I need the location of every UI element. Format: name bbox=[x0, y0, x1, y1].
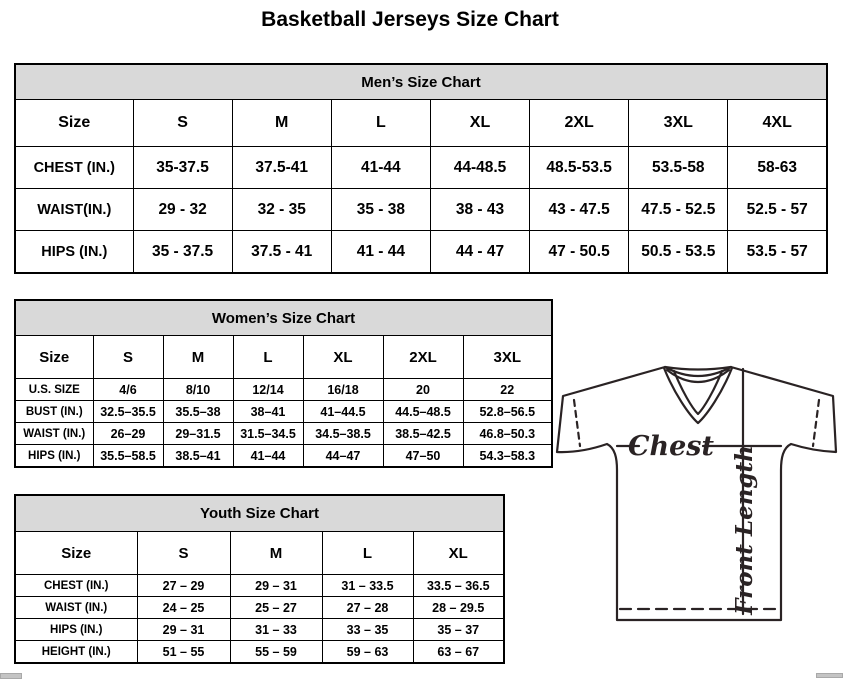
table-cell: 37.5 - 41 bbox=[232, 231, 331, 274]
womens-size-header-row bbox=[15, 336, 552, 379]
table-cell: 46.8–50.3 bbox=[463, 423, 552, 445]
table-cell: 20 bbox=[383, 379, 463, 401]
row-label: WAIST (IN.) bbox=[15, 423, 93, 445]
table-row bbox=[15, 619, 504, 641]
table-row bbox=[15, 641, 504, 664]
column-header: Size bbox=[15, 100, 133, 147]
table-cell: 58-63 bbox=[728, 147, 827, 189]
table-cell: 38.5–42.5 bbox=[383, 423, 463, 445]
table-cell: 41 - 44 bbox=[331, 231, 430, 274]
page-title: Basketball Jerseys Size Chart bbox=[261, 8, 559, 31]
column-header: 4XL bbox=[728, 100, 827, 147]
column-header: 2XL bbox=[383, 336, 463, 379]
column-header: Size bbox=[15, 336, 93, 379]
table-cell: 31 – 33.5 bbox=[322, 575, 413, 597]
column-header: XL bbox=[413, 532, 504, 575]
table-cell: 4/6 bbox=[93, 379, 163, 401]
youth-size-header-row bbox=[15, 532, 504, 575]
column-header: L bbox=[233, 336, 303, 379]
front-length-label: Front Length bbox=[731, 445, 758, 615]
row-label: WAIST (IN.) bbox=[15, 597, 137, 619]
table-cell: 29 - 32 bbox=[133, 189, 232, 231]
table-cell: 32 - 35 bbox=[232, 189, 331, 231]
table-cell: 54.3–58.3 bbox=[463, 445, 552, 468]
column-header: S bbox=[133, 100, 232, 147]
table-cell: 53.5-58 bbox=[629, 147, 728, 189]
column-header: S bbox=[93, 336, 163, 379]
table-cell: 16/18 bbox=[303, 379, 383, 401]
table-cell: 34.5–38.5 bbox=[303, 423, 383, 445]
jersey-measurement-diagram bbox=[553, 358, 838, 626]
table-row bbox=[15, 445, 552, 468]
womens-chart-title: Women’s Size Chart bbox=[15, 300, 552, 336]
row-label: CHEST (IN.) bbox=[15, 575, 137, 597]
table-cell: 41–44.5 bbox=[303, 401, 383, 423]
row-label: HIPS (IN.) bbox=[15, 231, 133, 274]
table-row bbox=[15, 575, 504, 597]
table-cell: 33 – 35 bbox=[322, 619, 413, 641]
table-cell: 55 – 59 bbox=[230, 641, 322, 664]
table-cell: 29–31.5 bbox=[163, 423, 233, 445]
mens-size-table bbox=[14, 63, 828, 274]
table-cell: 47–50 bbox=[383, 445, 463, 468]
table-cell: 37.5-41 bbox=[232, 147, 331, 189]
column-header: M bbox=[230, 532, 322, 575]
table-cell: 43 - 47.5 bbox=[530, 189, 629, 231]
column-header: 2XL bbox=[530, 100, 629, 147]
youth-chart-title: Youth Size Chart bbox=[15, 495, 504, 532]
table-cell: 44 - 47 bbox=[430, 231, 529, 274]
column-header: M bbox=[163, 336, 233, 379]
row-label: BUST (IN.) bbox=[15, 401, 93, 423]
table-cell: 31 – 33 bbox=[230, 619, 322, 641]
left-cuff-dashed-line bbox=[574, 400, 580, 446]
table-cell: 59 – 63 bbox=[322, 641, 413, 664]
row-label: HIPS (IN.) bbox=[15, 445, 93, 468]
table-cell: 25 – 27 bbox=[230, 597, 322, 619]
table-cell: 32.5–35.5 bbox=[93, 401, 163, 423]
table-row bbox=[15, 597, 504, 619]
table-cell: 44.5–48.5 bbox=[383, 401, 463, 423]
table-row bbox=[15, 401, 552, 423]
table-row bbox=[15, 147, 827, 189]
table-cell: 41–44 bbox=[233, 445, 303, 468]
table-cell: 47 - 50.5 bbox=[530, 231, 629, 274]
column-header: 3XL bbox=[463, 336, 552, 379]
table-cell: 41-44 bbox=[331, 147, 430, 189]
table-row bbox=[15, 189, 827, 231]
table-row bbox=[15, 423, 552, 445]
womens-size-table bbox=[14, 299, 553, 468]
jersey-outline-icon bbox=[557, 367, 836, 620]
table-row bbox=[15, 379, 552, 401]
column-header: XL bbox=[303, 336, 383, 379]
table-cell: 38 - 43 bbox=[430, 189, 529, 231]
column-header: 3XL bbox=[629, 100, 728, 147]
table-cell: 35.5–58.5 bbox=[93, 445, 163, 468]
chest-label: Chest bbox=[628, 431, 714, 462]
row-label: WAIST(IN.) bbox=[15, 189, 133, 231]
column-header: L bbox=[331, 100, 430, 147]
table-cell: 29 – 31 bbox=[137, 619, 230, 641]
column-header: XL bbox=[430, 100, 529, 147]
table-cell: 35 - 38 bbox=[331, 189, 430, 231]
table-cell: 38.5–41 bbox=[163, 445, 233, 468]
table-cell: 48.5-53.5 bbox=[530, 147, 629, 189]
table-cell: 28 – 29.5 bbox=[413, 597, 504, 619]
table-cell: 35-37.5 bbox=[133, 147, 232, 189]
column-header: Size bbox=[15, 532, 137, 575]
table-cell: 8/10 bbox=[163, 379, 233, 401]
youth-size-table bbox=[14, 494, 505, 664]
horizontal-scrollbar-fragment[interactable] bbox=[0, 673, 22, 679]
right-cuff-dashed-line bbox=[813, 400, 819, 446]
table-cell: 35 – 37 bbox=[413, 619, 504, 641]
table-row bbox=[15, 231, 827, 274]
table-cell: 24 – 25 bbox=[137, 597, 230, 619]
table-cell: 63 – 67 bbox=[413, 641, 504, 664]
table-cell: 27 – 29 bbox=[137, 575, 230, 597]
table-cell: 35.5–38 bbox=[163, 401, 233, 423]
table-cell: 52.8–56.5 bbox=[463, 401, 552, 423]
table-cell: 44–47 bbox=[303, 445, 383, 468]
table-cell: 31.5–34.5 bbox=[233, 423, 303, 445]
table-cell: 22 bbox=[463, 379, 552, 401]
table-cell: 38–41 bbox=[233, 401, 303, 423]
column-header: M bbox=[232, 100, 331, 147]
row-label: HEIGHT (IN.) bbox=[15, 641, 137, 664]
horizontal-scrollbar-fragment[interactable] bbox=[816, 673, 843, 678]
table-cell: 53.5 - 57 bbox=[728, 231, 827, 274]
mens-chart-title: Men’s Size Chart bbox=[15, 64, 827, 100]
row-label: U.S. SIZE bbox=[15, 379, 93, 401]
table-cell: 12/14 bbox=[233, 379, 303, 401]
table-cell: 47.5 - 52.5 bbox=[629, 189, 728, 231]
column-header: S bbox=[137, 532, 230, 575]
table-cell: 50.5 - 53.5 bbox=[629, 231, 728, 274]
mens-size-header-row bbox=[15, 100, 827, 147]
row-label: HIPS (IN.) bbox=[15, 619, 137, 641]
row-label: CHEST (IN.) bbox=[15, 147, 133, 189]
table-cell: 52.5 - 57 bbox=[728, 189, 827, 231]
table-cell: 29 – 31 bbox=[230, 575, 322, 597]
column-header: L bbox=[322, 532, 413, 575]
table-cell: 44-48.5 bbox=[430, 147, 529, 189]
table-cell: 33.5 – 36.5 bbox=[413, 575, 504, 597]
table-cell: 27 – 28 bbox=[322, 597, 413, 619]
table-cell: 51 – 55 bbox=[137, 641, 230, 664]
table-cell: 26–29 bbox=[93, 423, 163, 445]
table-cell: 35 - 37.5 bbox=[133, 231, 232, 274]
